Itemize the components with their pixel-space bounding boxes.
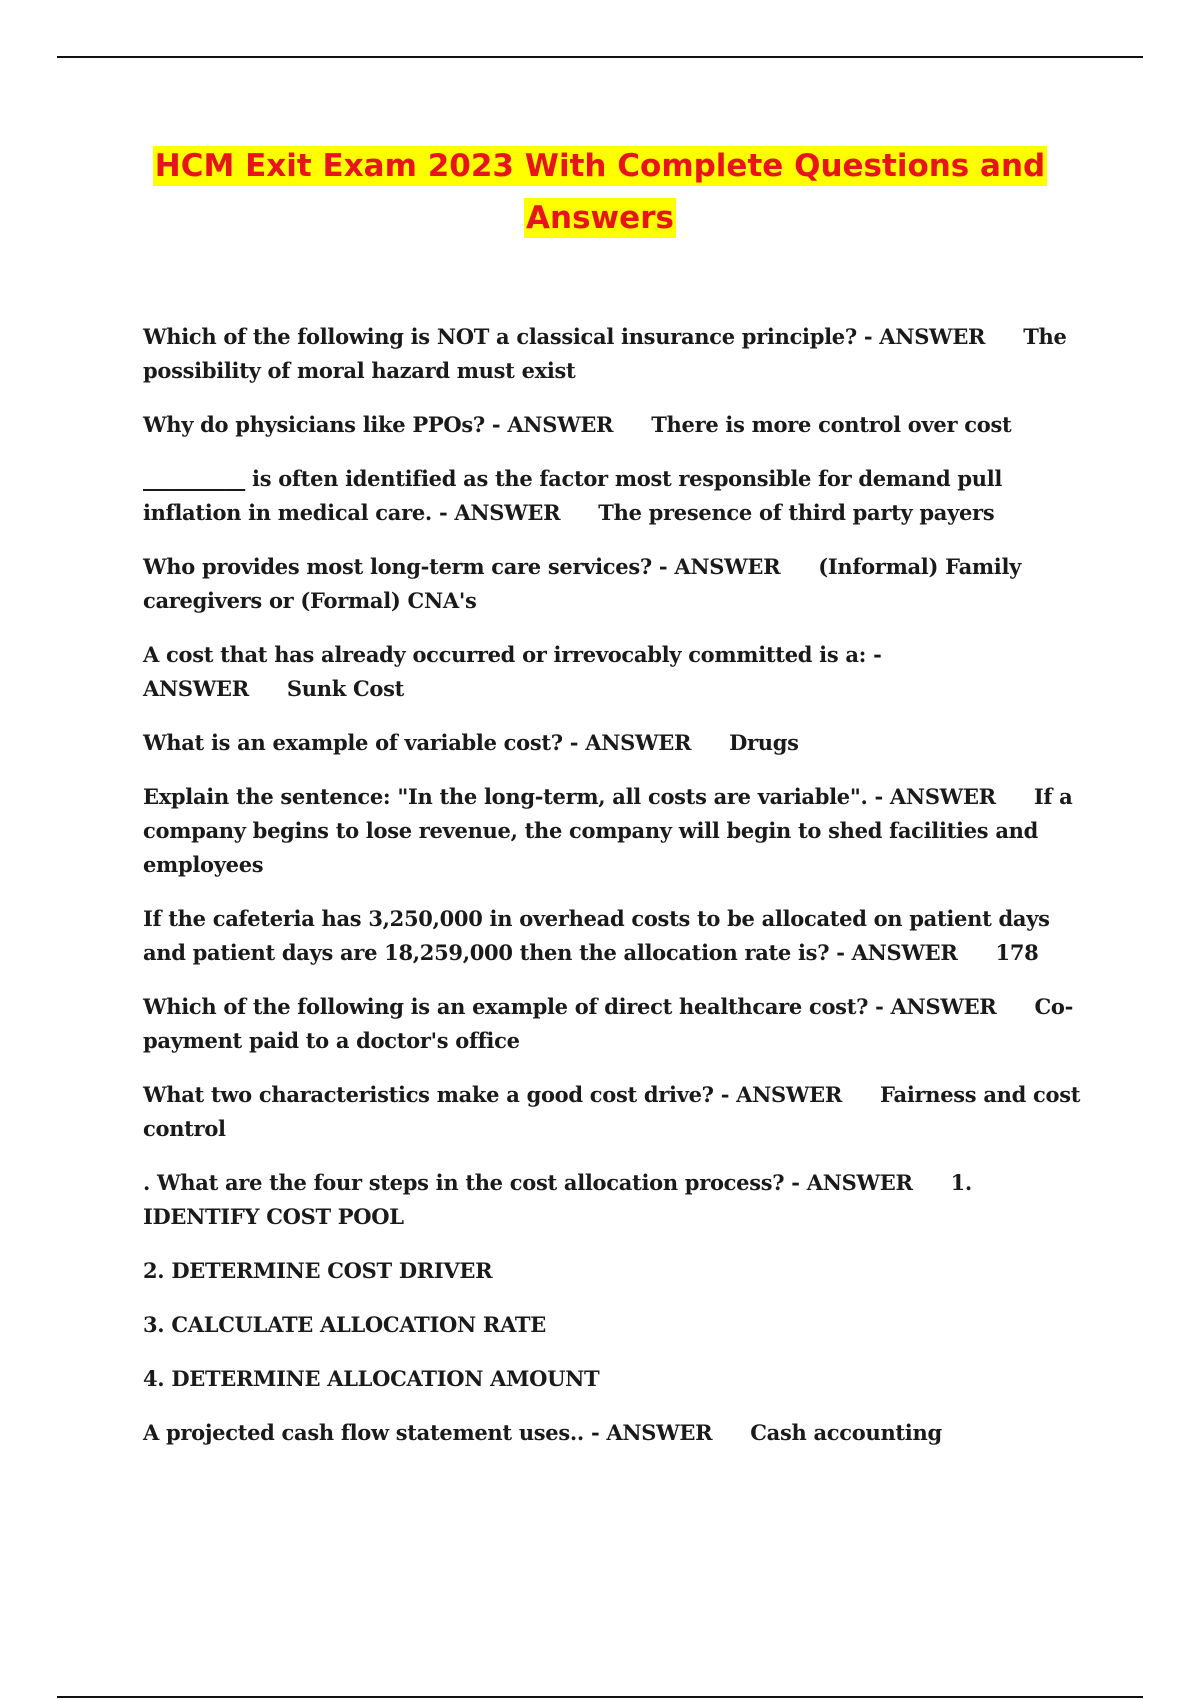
answer-text: There is more control over cost [651, 412, 1012, 437]
qa-item [143, 462, 1083, 530]
question-text: If the cafeteria has 3,250,000 in overhead costs to be allocated on patient days and patient days are 18,259,000 then the allocation rate is? [143, 906, 1050, 965]
allocation-step: 3. CALCULATE ALLOCATION RATE [143, 1312, 546, 1337]
answer-label: - ANSWER [875, 994, 997, 1019]
question-text: A cost that has already occurred or irrevocably committed is a: [143, 642, 867, 667]
answer-text: Drugs [729, 730, 799, 755]
answer-label: - ANSWER [791, 1170, 913, 1195]
allocation-step: 2. DETERMINE COST DRIVER [143, 1258, 493, 1283]
question-text: Explain the sentence: "In the long-term, all costs are variable". [143, 784, 868, 809]
answer-text: Fairness and cost control [143, 1082, 1081, 1141]
answer-text: The possibility of moral hazard must exist [143, 324, 1067, 383]
answer-label: - ANSWER [590, 1420, 713, 1445]
answer-text: Cash accounting [750, 1420, 942, 1445]
answer-label: - ANSWER [491, 412, 614, 437]
qa-item [143, 320, 1083, 388]
question-text: Which of the following is NOT a classical insurance principle? [143, 324, 857, 349]
answer-text: Co-payment paid to a doctor's office [143, 994, 1074, 1053]
question-text: What two characteristics make a good cost drive? [143, 1082, 714, 1107]
qa-item [143, 990, 1083, 1058]
question-text: Who provides most long-term care services? [143, 554, 652, 579]
question-text: A projected cash flow statement uses.. [143, 1420, 584, 1445]
question-text: Which of the following is an example of direct healthcare cost? [143, 994, 869, 1019]
qa-item [143, 726, 1083, 760]
answer-label: - ANSWER [874, 784, 996, 809]
top-rule [57, 56, 1143, 58]
answer-label: - ANSWER [658, 554, 781, 579]
document-title-text: HCM Exit Exam 2023 With Complete Questions and Answers [154, 148, 1046, 236]
bottom-rule [57, 1696, 1143, 1698]
answer-label: - ANSWER [863, 324, 986, 349]
qa-item [143, 1416, 1083, 1450]
answer-text: 1. IDENTIFY COST POOL [143, 1170, 972, 1229]
qa-item [143, 902, 1083, 970]
answer-label: - ANSWER [836, 940, 958, 965]
qa-item [143, 780, 1083, 882]
qa-item [143, 408, 1083, 442]
qa-item [143, 1078, 1083, 1146]
question-text: . What are the four steps in the cost allocation process? [143, 1170, 785, 1195]
qa-item [143, 550, 1083, 618]
document-title [100, 140, 1100, 244]
answer-text: If a company begins to lose revenue, the company will begin to shed facilities and employees [143, 784, 1073, 877]
question-text: __________ is often identified as the factor most responsible for demand pull inflation in medical care. [143, 466, 1003, 525]
answer-text: The presence of third party payers [598, 500, 995, 525]
answer-label: - ANSWER [143, 642, 882, 701]
answer-label: - ANSWER [569, 730, 692, 755]
qa-item [143, 1166, 1083, 1234]
question-text: Why do physicians like PPOs? [143, 412, 485, 437]
question-text: What is an example of variable cost? [143, 730, 563, 755]
answer-text: Sunk Cost [286, 676, 405, 701]
answer-label: - ANSWER [438, 500, 561, 525]
allocation-step: 4. DETERMINE ALLOCATION AMOUNT [143, 1366, 600, 1391]
qa-list [143, 320, 1083, 1470]
qa-item [143, 638, 1083, 706]
answer-text: (Informal) Family caregivers or (Formal) CNA's [143, 554, 1022, 613]
answer-label: - ANSWER [720, 1082, 843, 1107]
answer-text: 178 [995, 940, 1039, 965]
